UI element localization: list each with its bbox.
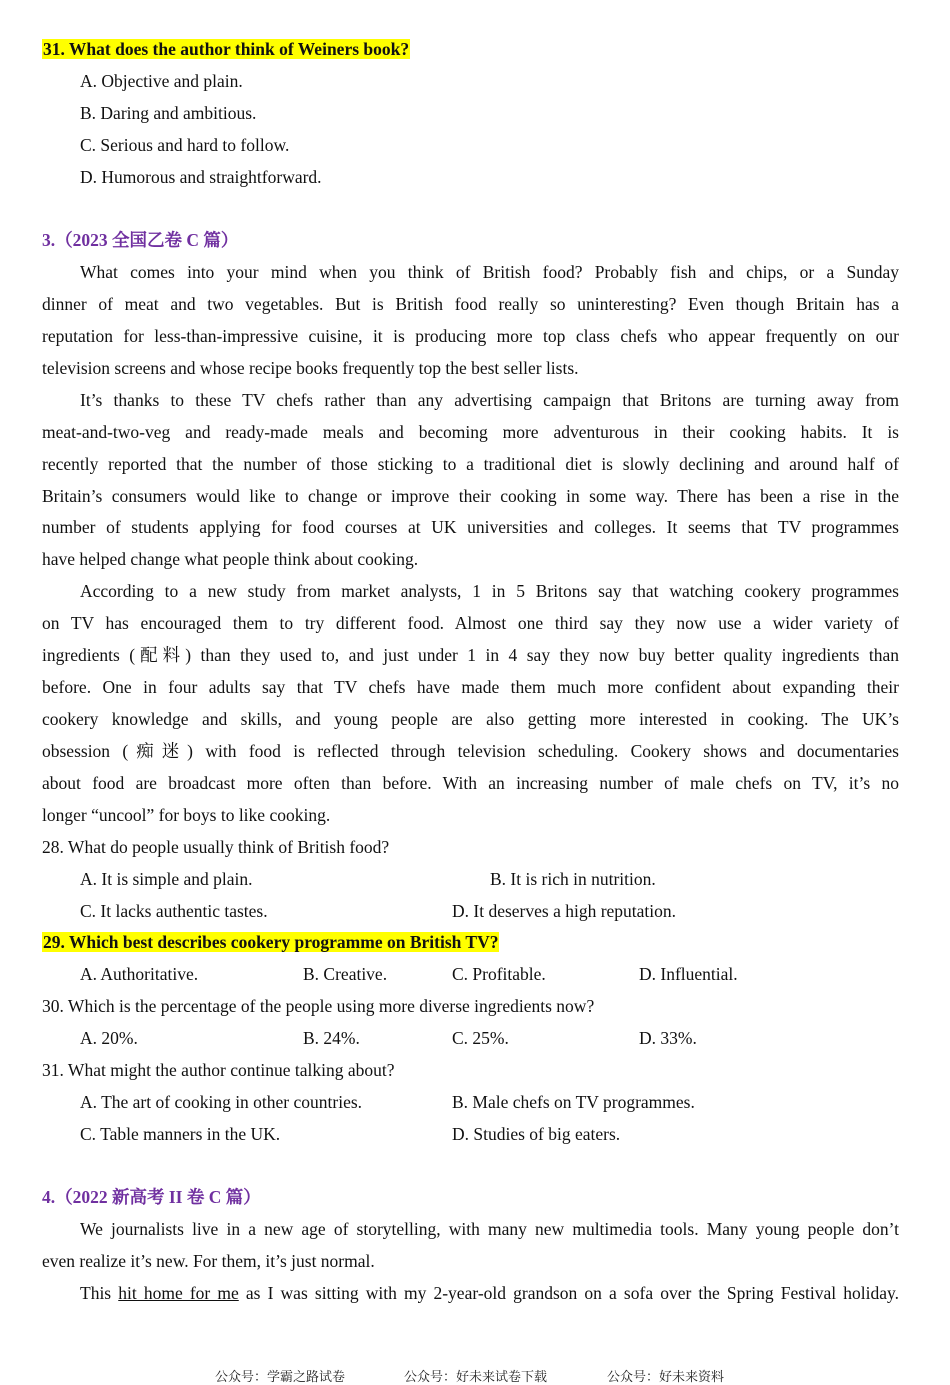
option: A. 20%.: [80, 1028, 138, 1048]
paragraph-line: have helped change what people think about cooking.: [42, 549, 419, 569]
paragraph-line: We journalists live in a new age of storytelling, with many new multimedia tools. Many young people don’t: [80, 1219, 899, 1239]
option: C. It lacks authentic tastes.: [80, 901, 268, 921]
option: D. 33%.: [639, 1028, 697, 1048]
option: C. Table manners in the UK.: [80, 1124, 281, 1144]
question-31-top-stem: 31. What does the author think of Weiners book?: [43, 39, 410, 59]
paragraph-line: number of students applying for food courses at UK universities and colleges. It seems that TV programmes: [42, 517, 899, 537]
option: B. Daring and ambitious.: [80, 103, 257, 123]
footer-label: 公众号：好未来资料: [607, 1370, 725, 1385]
option: A. It is simple and plain.: [80, 869, 253, 889]
paragraph-line: before. One in four adults say that TV chefs have made them much more confident about expanding their: [42, 677, 899, 697]
paragraph-line: longer “uncool” for boys to like cooking.: [42, 805, 331, 825]
option: B. Creative.: [303, 964, 388, 984]
question-29-stem: 29. Which best describes cookery programme on British TV?: [43, 932, 499, 952]
paragraph-line: cookery knowledge and skills, and young people are also getting more interested in cooking. The UK’s: [42, 709, 899, 729]
paragraph-line: Britain’s consumers would like to change or improve their cooking in some way. There has been a rise in the: [42, 486, 899, 506]
paragraph-line: obsession (痴迷) with food is reflected through television scheduling. Cookery shows and documentaries: [42, 741, 899, 761]
question-30-stem: 30. Which is the percentage of the people using more diverse ingredients now?: [42, 996, 595, 1016]
paragraph-line: According to a new study from market analysts, 1 in 5 Britons say that watching cookery programmes: [80, 581, 899, 601]
underlined-phrase: hit home for me: [118, 1283, 239, 1303]
paragraph-line: What comes into your mind when you think of British food? Probably fish and chips, or a Sunday: [80, 262, 899, 282]
footer-label: 公众号：学霸之路试卷: [215, 1370, 346, 1385]
text-run: This: [80, 1283, 119, 1303]
section-4-title: 4.（2022 新高考 II 卷 C 篇）: [42, 1187, 261, 1207]
option: A. The art of cooking in other countries.: [80, 1092, 363, 1112]
option: D. Humorous and straightforward.: [80, 167, 322, 187]
paragraph-line: ingredients (配料) than they used to, and just under 1 in 4 say they now buy better quality ingredients than: [42, 645, 899, 665]
option: C. Serious and hard to follow.: [80, 135, 290, 155]
option: D. Influential.: [639, 964, 738, 984]
section-3-title: 3.（2023 全国乙卷 C 篇）: [42, 230, 239, 250]
option: C. 25%.: [452, 1028, 509, 1048]
option: B. Male chefs on TV programmes.: [452, 1092, 695, 1112]
question-31-top: [42, 38, 410, 60]
paragraph-line: television screens and whose recipe books frequently top the best seller lists.: [42, 358, 579, 378]
question-28-stem: 28. What do people usually think of British food?: [42, 837, 390, 857]
paragraph-line: reputation for less-than-impressive cuisine, it is producing more top class chefs who appear frequently on our: [42, 326, 899, 346]
paragraph-line: meat-and-two-veg and ready-made meals and becoming more adventurous in their cooking habits. It is: [42, 422, 899, 442]
option: B. 24%.: [303, 1028, 360, 1048]
option: D. Studies of big eaters.: [452, 1124, 621, 1144]
question-31-stem: 31. What might the author continue talking about?: [42, 1060, 395, 1080]
footer-label: 公众号：好未来试卷下载: [404, 1370, 548, 1385]
paragraph-line: on TV has encouraged them to try different food. Almost one third say they now use a wider variety of: [42, 613, 899, 633]
paragraph-line: dinner of meat and two vegetables. But is British food really so uninteresting? Even though Britain has a: [42, 294, 899, 314]
option: A. Objective and plain.: [80, 71, 243, 91]
paragraph-line: even realize it’s new. For them, it’s just normal.: [42, 1251, 375, 1271]
paragraph-line: It’s thanks to these TV chefs rather than any advertising campaign that Britons are turning away from: [80, 390, 899, 410]
paragraph-line: about food are broadcast more often than before. With an increasing number of male chefs on TV, it’s no: [42, 773, 899, 793]
option: C. Profitable.: [452, 964, 546, 984]
text-run: as I was sitting with my 2-year-old grandson on a sofa over the Spring Festival holiday.: [238, 1283, 899, 1303]
question-29: [42, 931, 499, 953]
option: B. It is rich in nutrition.: [490, 869, 656, 889]
option: D. It deserves a high reputation.: [452, 901, 677, 921]
paragraph-line: recently reported that the number of those sticking to a traditional diet is slowly declining and around half of: [42, 454, 899, 474]
option: A. Authoritative.: [80, 964, 199, 984]
paragraph-line: [80, 1282, 899, 1304]
